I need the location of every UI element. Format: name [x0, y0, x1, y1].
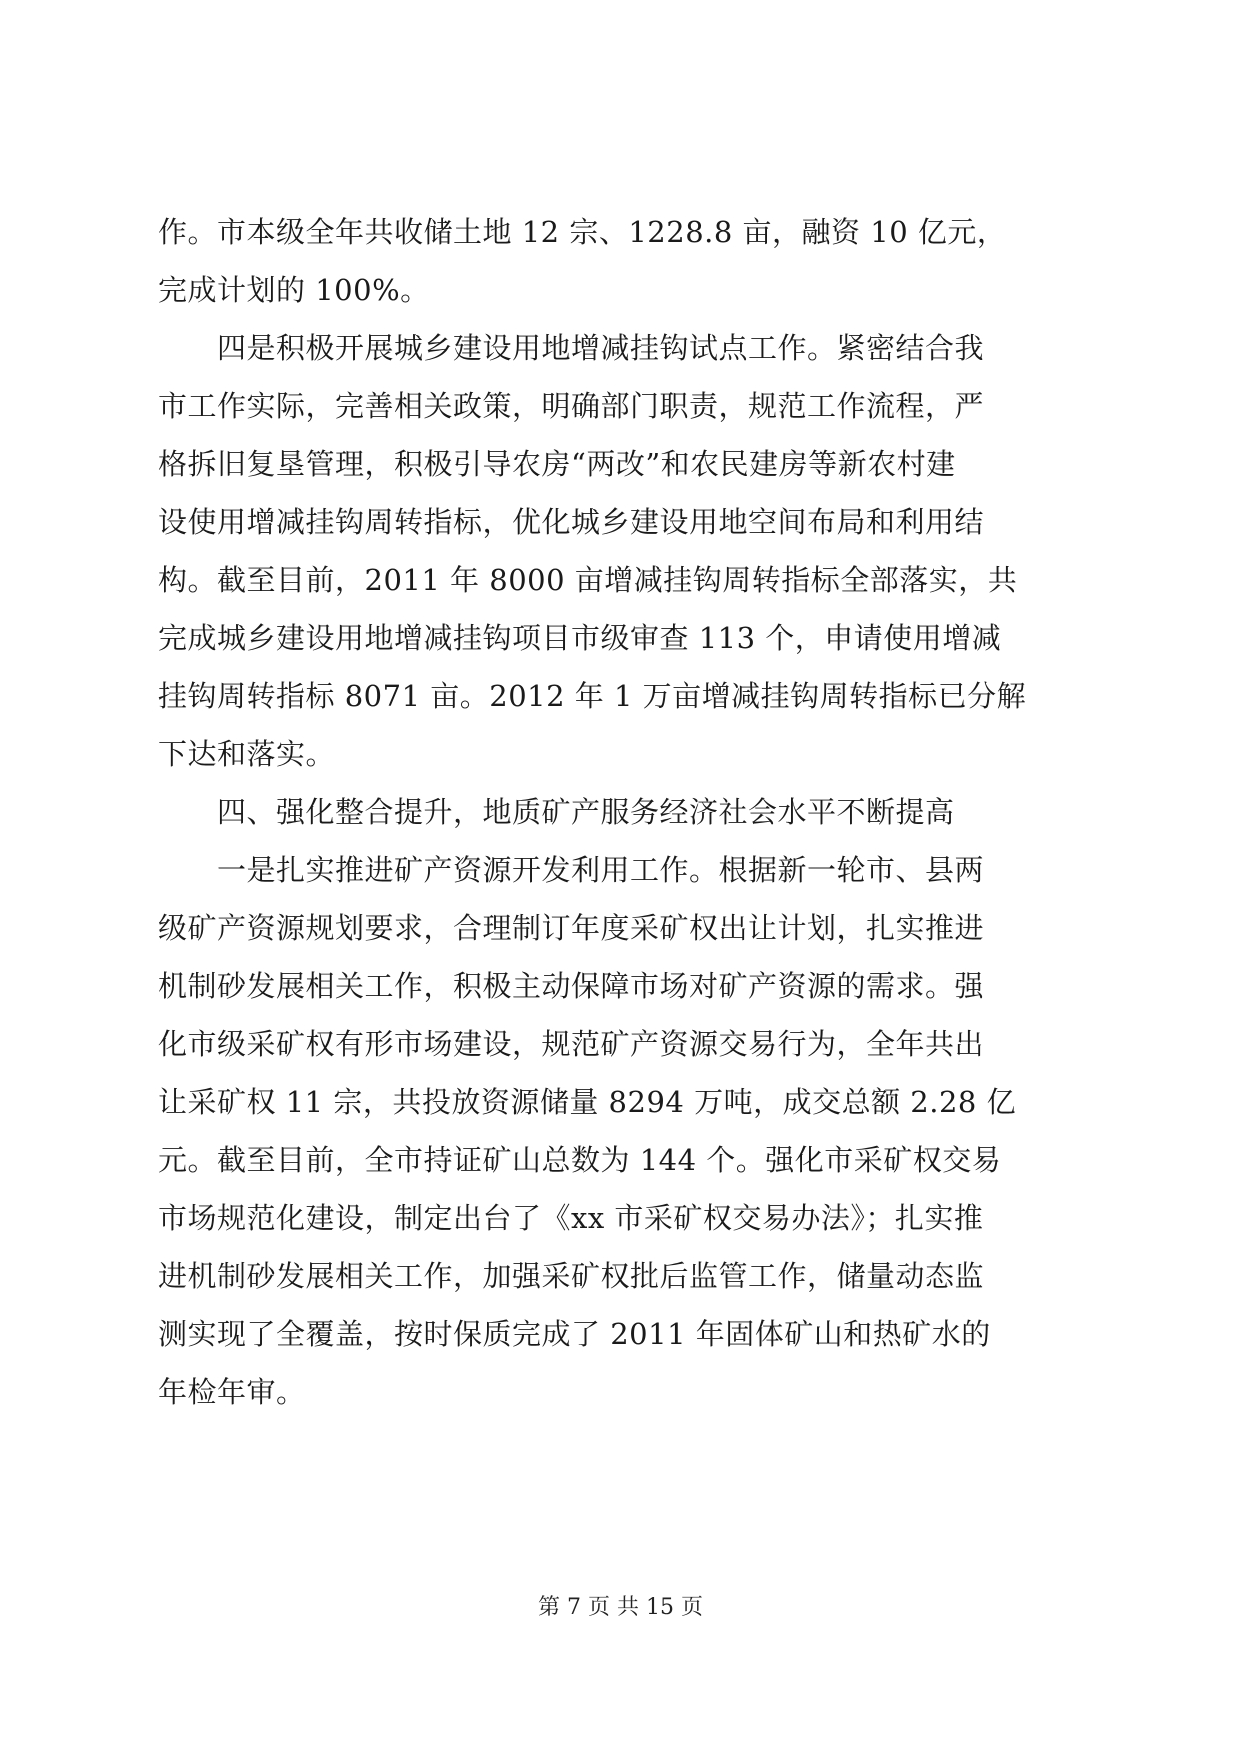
text-line: 机制砂发展相关工作，积极主动保障市场对矿产资源的需求。强 — [158, 969, 985, 1003]
text-line: 让采矿权 11 宗，共投放资源储量 8294 万吨，成交总额 2.28 亿 — [158, 1085, 1017, 1119]
text-line: 年检年审。 — [158, 1375, 306, 1409]
text-line: 化市级采矿权有形市场建设，规范矿产资源交易行为，全年共出 — [158, 1027, 985, 1061]
text-line: 进机制砂发展相关工作，加强采矿权批后监管工作，储量动态监 — [158, 1259, 985, 1293]
text-line: 构。截至目前，2011 年 8000 亩增减挂钩周转指标全部落实，共 — [158, 563, 1018, 597]
text-line: 完成计划的 100%。 — [158, 273, 430, 307]
text-line: 市工作实际，完善相关政策，明确部门职责，规范工作流程，严 — [158, 389, 985, 423]
text-line: 测实现了全覆盖，按时保质完成了 2011 年固体矿山和热矿水的 — [158, 1317, 991, 1351]
text-line: 完成城乡建设用地增减挂钩项目市级审查 113 个，申请使用增减 — [158, 621, 1002, 655]
text-line: 四是积极开展城乡建设用地增减挂钩试点工作。紧密结合我 — [158, 331, 985, 365]
section-heading: 四、强化整合提升，地质矿产服务经济社会水平不断提高 — [158, 795, 955, 829]
text-line: 设使用增减挂钩周转指标，优化城乡建设用地空间布局和利用结 — [158, 505, 985, 539]
text-line: 元。截至目前，全市持证矿山总数为 144 个。强化市采矿权交易 — [158, 1143, 1002, 1177]
text-line: 市场规范化建设，制定出台了《xx 市采矿权交易办法》；扎实推 — [158, 1201, 984, 1235]
text-line: 一是扎实推进矿产资源开发利用工作。根据新一轮市、县两 — [158, 853, 985, 887]
text-line: 级矿产资源规划要求，合理制订年度采矿权出让计划，扎实推进 — [158, 911, 985, 945]
text-line: 格拆旧复垦管理，积极引导农房“两改”和农民建房等新农村建 — [158, 447, 956, 481]
text-line: 作。市本级全年共收储土地 12 宗、1228.8 亩，融资 10 亿元， — [158, 215, 1007, 249]
body-text — [158, 203, 1083, 1421]
text-line: 挂钩周转指标 8071 亩。2012 年 1 万亩增减挂钩周转指标已分解 — [158, 679, 1027, 713]
text-line: 下达和落实。 — [158, 737, 336, 771]
page-footer: 第 7 页 共 15 页 — [538, 1595, 703, 1620]
